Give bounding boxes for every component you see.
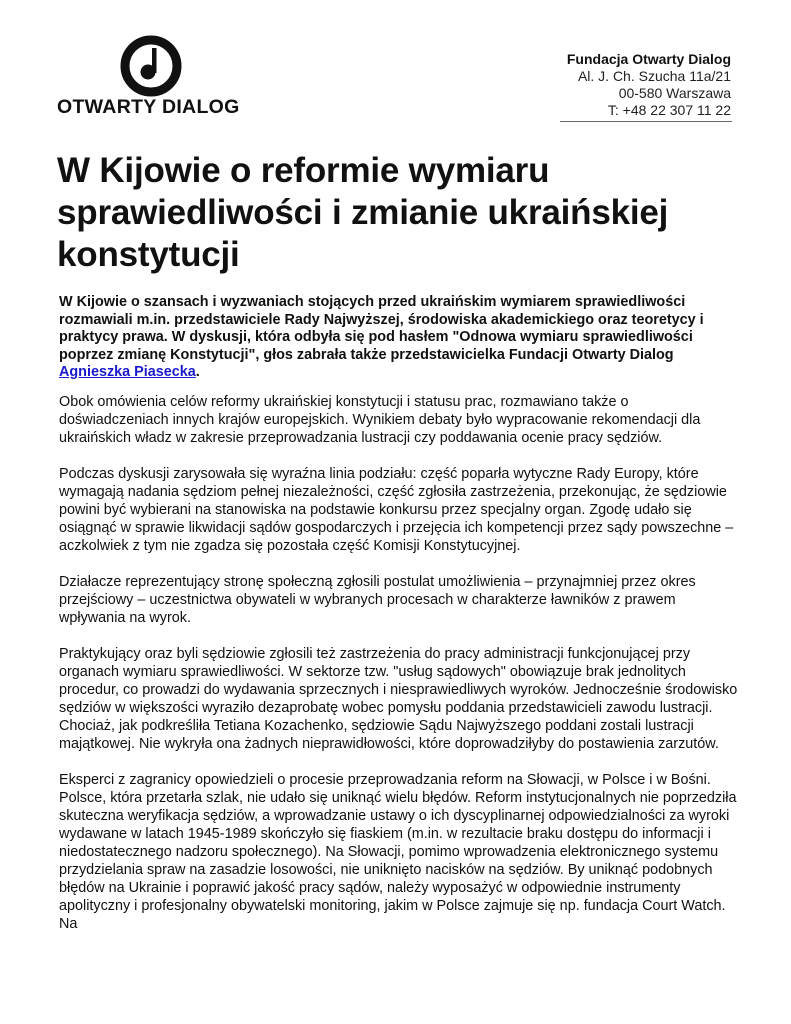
header-divider	[560, 121, 732, 122]
paragraph-3: Działacze reprezentujący stronę społeczną zgłosili postulat umożliwienia – przynajmniej przez okres przejściowy – uczestnictwa obywateli w wybranych procesach w charakterze ławników z prawem wpływania na wyrok.	[59, 574, 696, 626]
article-title: W Kijowie o reformie wymiaru sprawiedliwości i zmianie ukraińskiej konstytucji	[57, 151, 669, 274]
otwarty-dialog-logo-icon	[119, 34, 183, 98]
organization-name: Fundacja Otwarty Dialog	[566, 51, 731, 67]
article-lead	[59, 294, 739, 382]
paragraph-1: Obok omówienia celów reformy ukraińskiej konstytucji i statusu prac, rozmawiano także o doświadczeniach innych krajów europejskich. Wynikiem debaty było wypracowanie rekomendacji dla ukraińskich władz w zakresie przeprowadzania lustracji czy poddawania ocenie pracy sędziów.	[59, 394, 701, 446]
address-city: 00-580 Warszawa	[618, 85, 731, 101]
lead-text: W Kijowie o szansach i wyzwaniach stojących przed ukraińskim wymiarem sprawiedliwości rozmawiali m.in. przedstawiciele Rady Najwyższej, środowiska akademickiego oraz teoretycy i praktycy prawa. W dyskusji, która odbyła się pod hasłem "Odnowa wymiaru sprawiedliwości poprzez zmianę Konstytucji", głos zabrała także przedstawicielka Fundacji Otwarty Dialog	[59, 294, 704, 363]
author-link[interactable]: Agnieszka Piasecka	[59, 364, 196, 380]
organization-address	[567, 51, 731, 119]
address-street: Al. J. Ch. Szucha 11a/21	[577, 68, 731, 84]
paragraph-4: Praktykujący oraz byli sędziowie zgłosili też zastrzeżenia do pracy administracji funkcjonującej przy organach wymiaru sprawiedliwości. W sektorze tzw. "usług sądowych" obowiązuje brak jednolitych procedur, co prowadzi do wydawania sprzecznych i niesprawiedliwych wyroków. Jednocześnie środowisko sędziów w większości wyraziło dezaprobatę wobec pomysłu poddania przedstawicieli zawodu lustracji. Chociaż, jak podkreśliła Tetiana Kozachenko, sędziowie Sądu Najwyższego poddani zostali lustracji majątkowej. Nie wykryła ona żadnych nieprawidłowości, które doprowadziłyby do postawienia zarzutów.	[59, 646, 738, 752]
article-body	[59, 393, 741, 951]
phone-number: T: +48 22 307 11 22	[607, 102, 731, 118]
logo	[57, 34, 247, 122]
lead-end: .	[195, 364, 200, 380]
logo-text: OTWARTY DIALOG	[57, 96, 240, 118]
paragraph-5: Eksperci z zagranicy opowiedzieli o procesie przeprowadzania reform na Słowacji, w Polsce i w Bośni. Polsce, która przetarła szlak, nie udało się uniknąć wielu błędów. Reform instytucjonalnych nie poprzedziła skuteczna weryfikacja sędziów, a wprowadzanie ustawy o ich dyscyplinarnej odpowiedzialności za wyroki wydawane w latach 1945-1989 skończyło się fiaskiem (m.in. w rezultacie braku dostępu do informacji i niedostatecznego nadzoru społecznego). Na Słowacji, pomimo wprowadzenia elektronicznego systemu przydzielania spraw na zasadzie losowości, nie uniknięto nacisków na sędziów. By uniknąć podobnych błędów na Ukrainie i poprawić jakość pracy sądów, należy wyposażyć w odpowiednie instrumenty apolityczny i profesjonalny obywatelski monitoring, jakim w Polsce zajmuje się np. fundacja Court Watch. Na	[59, 772, 737, 932]
paragraph-2: Podczas dyskusji zarysowała się wyraźna linia podziału: część poparła wytyczne Rady Europy, które wymagają nadania sędziom pełnej niezależności, część zgłosiła zastrzeżenia, przekonując, że sędziowie powini być wybierani na stanowiska na podstawie konkursu przez specjalny organ. Zgodę udało się osiągnąć w sprawie likwidacji sądów gospodarczych i przejęcia ich kompetencji przez sądy powszechne – aczkolwiek z tym nie zgadza się pozostała część Komisji Konstytucyjnej.	[59, 466, 734, 554]
